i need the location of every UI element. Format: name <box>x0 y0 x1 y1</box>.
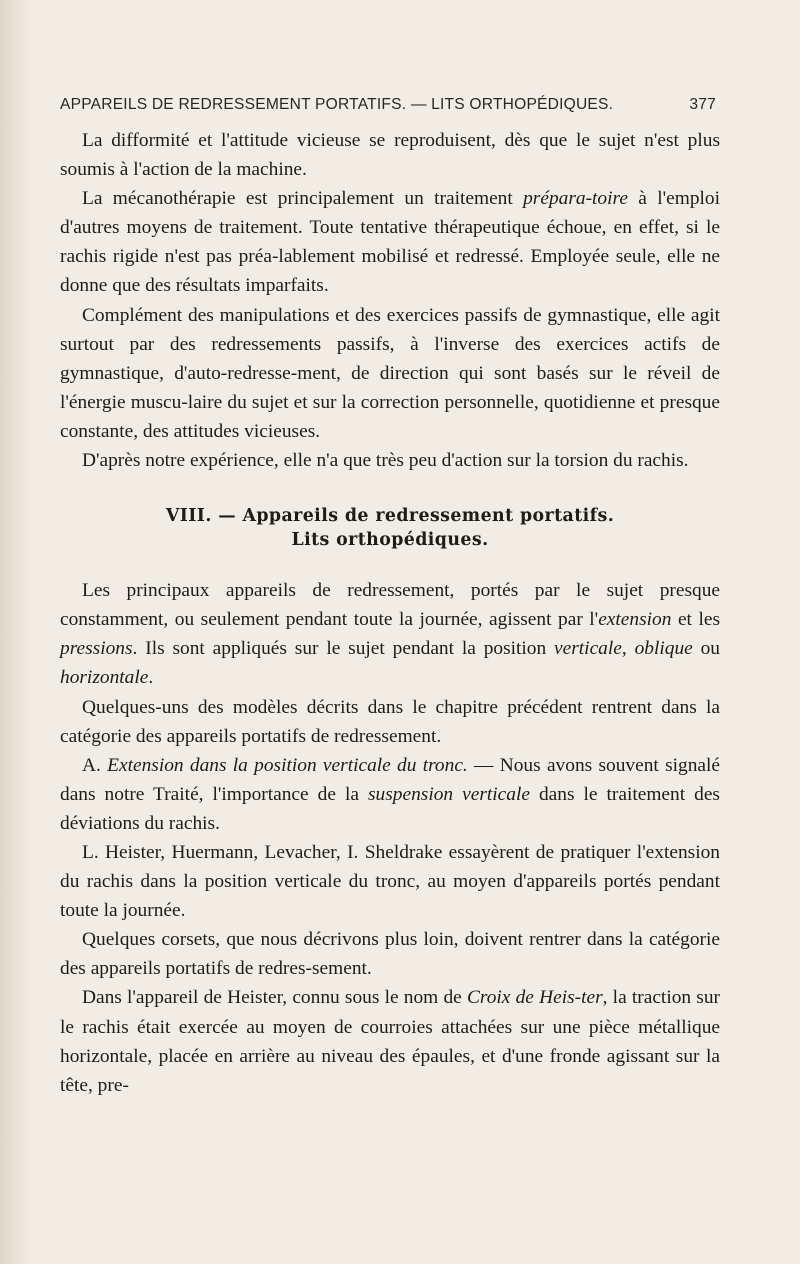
paragraph: Quelques corsets, que nous décrivons plus loin, doivent rentrer dans la catégorie des appareils portatifs de redres-sement. <box>60 929 720 980</box>
paragraph <box>60 184 720 300</box>
italic-term: Croix de Heis-ter <box>466 987 603 1009</box>
paragraph <box>60 983 720 1099</box>
paragraph: Complément des manipulations et des exercices passifs de gymnastique, elle agit surtout par des redressements passifs, à l'inverse des exercices actifs de gymnastique, d'auto-redresse-ment, de direction qui sont basés sur le réveil de l'énergie muscu-laire du sujet et sur la correction personnelle, quotidienne et presque constante, des attitudes vicieuses. <box>60 304 720 442</box>
running-head-title: APPAREILS DE REDRESSEMENT PORTATIFS. — LITS ORTHOPÉDIQUES. <box>60 96 614 113</box>
text-run: . <box>148 667 154 689</box>
paragraph <box>60 576 720 692</box>
italic-term: horizontale <box>60 667 149 689</box>
text-run: Dans l'appareil de Heister, connu sous le nom de <box>82 987 467 1009</box>
text-run: , la traction sur le rachis était exercée au moyen de courroies attachées sur une pièce métallique horizontale, placée en arrière au niveau des épaules, et d'une fronde agissant sur la tête, pre- <box>60 987 720 1096</box>
book-page <box>60 96 720 1100</box>
paragraph: L. Heister, Huermann, Levacher, I. Sheldrake essayèrent de pratiquer l'extension du rachis dans la position verticale du tronc, au moyen d'appareils portés pendant toute la journée. <box>60 841 720 922</box>
page-edge-shadow <box>0 0 34 1264</box>
paragraph <box>60 751 720 838</box>
italic-term: extension <box>598 609 672 631</box>
section-heading <box>60 504 720 552</box>
italic-term: suspension verticale <box>367 783 530 805</box>
text-run: A. <box>82 754 108 776</box>
section-heading-line2: Lits orthopédiques. <box>291 530 489 551</box>
paragraph: D'après notre expérience, elle n'a que très peu d'action sur la torsion du rachis. <box>82 450 689 472</box>
italic-term: pressions <box>60 638 133 660</box>
italic-term: verticale <box>554 638 622 660</box>
paragraph: La difformité et l'attitude vicieuse se reproduisent, dès que le sujet n'est plus soumis à l'action de la machine. <box>60 130 720 181</box>
text-run: La mécanothérapie est principalement un traitement <box>82 188 524 210</box>
italic-term: prépara-toire <box>523 188 628 210</box>
paragraph: Quelques-uns des modèles décrits dans le chapitre précédent rentrent dans la catégorie des appareils portatifs de redressement. <box>60 696 720 747</box>
page-number: 377 <box>689 96 716 113</box>
text-run: à l'emploi d'autres moyens de traitement. Toute tentative thérapeutique échoue, en effet, si le rachis rigide n'est pas préa-lablement mobilisé et redressé. Employée seule, elle ne donne que des résultats imparfaits. <box>60 188 720 297</box>
running-head <box>60 96 720 120</box>
text-run: dans le traitement des déviations du rachis. <box>60 783 720 834</box>
italic-term: oblique <box>634 638 693 660</box>
text-run: ou <box>692 638 720 660</box>
section-heading-line1: VIII. — Appareils de redressement portatifs. <box>165 506 615 527</box>
text-run: Les principaux appareils de redressement, portés par le sujet presque constamment, ou seulement pendant toute la journée, agissent par l' <box>60 580 720 631</box>
text-run: , <box>621 638 635 660</box>
italic-heading: Extension dans la position verticale du tronc. <box>107 754 468 776</box>
text-run: . Ils sont appliqués sur le sujet pendant la position <box>132 638 555 660</box>
text-run: — Nous avons souvent signalé dans notre Traité, l'importance de la <box>60 754 720 805</box>
text-run: et les <box>671 609 720 631</box>
